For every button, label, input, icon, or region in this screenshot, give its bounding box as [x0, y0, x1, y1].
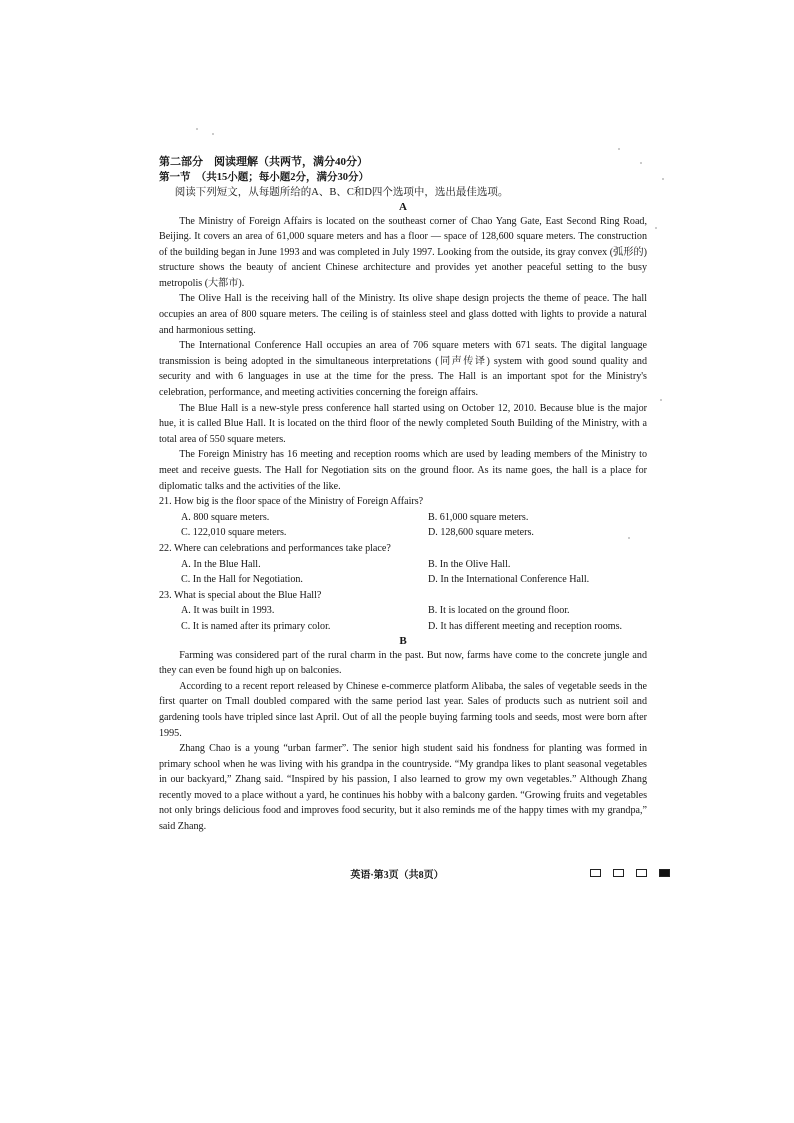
option-a: A. 800 square meters.: [181, 511, 270, 523]
passage-b-paragraph: Farming was considered part of the rural charm in the past. But now, farms have come to the concrete jungle and they can even be found high up on balconies.: [159, 649, 647, 677]
option-c: C. 122,010 square meters.: [181, 527, 287, 539]
passage-b-paragraph: According to a recent report released by Chinese e-commerce platform Alibaba, the sales of vegetable seeds in the first quarter on Tmall doubled compared with the same period last year. Sales of products such as nutrient soil and gardening tools have tripled since last April. Out of all the people buying farming tools and seeds, most were born after 1995.: [159, 680, 647, 739]
page-footer: 英语·第3页（共8页）: [350, 870, 444, 881]
option-a: A. In the Blue Hall.: [181, 558, 261, 570]
passage-a-letter: A: [399, 200, 407, 213]
scan-speck: [196, 128, 198, 130]
page-marker-boxes: [590, 869, 670, 877]
option-b: B. It is located on the ground floor.: [428, 605, 570, 617]
section-header: 第一节 （共15小题；每小题2分，满分30分）: [159, 172, 369, 183]
option-b: B. 61,000 square meters.: [428, 511, 529, 523]
option-d: D. 128,600 square meters.: [428, 527, 534, 539]
option-c: C. In the Hall for Negotiation.: [181, 574, 303, 586]
passage-a-paragraph: The Blue Hall is a new-style press conference hall started using on October 12, 2010. Because blue is the major hue, it is called Blue Hall. It is located on the third floor of the newly completed South Building of the Ministry, with a total area of 550 square meters.: [159, 402, 647, 445]
scan-speck: [628, 537, 630, 539]
question-options: [159, 557, 647, 588]
question-22: [159, 541, 647, 588]
marker-box-filled: [659, 869, 670, 877]
passage-a-paragraph: The International Conference Hall occupies an area of 706 square meters with 671 seats. The digital language transmission is being adopted in the simultaneous interpretations (同声传译) system with good sound quality and security and with 6 languages in use at the time for the press. The Hall is an important spot for the Ministry's celebration, performance, and meeting activities concerning the foreign affairs.: [159, 340, 647, 399]
marker-box-empty: [590, 869, 601, 877]
instruction-text: 阅读下列短文，从每题所给的A、B、C和D四个选项中，选出最佳选项。: [174, 187, 509, 198]
scan-speck: [640, 162, 642, 164]
question-21: [159, 494, 647, 541]
marker-box-empty: [636, 869, 647, 877]
question-23: [159, 588, 647, 635]
scan-speck: [655, 227, 657, 229]
passage-b-paragraph: Zhang Chao is a young “urban farmer”. The senior high student said his fondness for planting was formed in primary school when he was living with his grandpa in the countryside. “My grandpa likes to plant seasonal vegetables in our backyard,” Zhang said. “Inspired by his passion, I also learned to grow my own vegetables.” Although Zhang recently moved to a place without a yard, he continues his hobby with a balcony garden. “Growing fruits and vegetables not only brings delicious food and improves food security, but it also reminds me of the happy times with my grandpa,” said Zhang.: [159, 743, 647, 833]
part-header: 第二部分 阅读理解（共两节，满分40分）: [159, 156, 368, 168]
option-d: D. It has different meeting and reception rooms.: [428, 620, 623, 632]
scan-speck: [660, 399, 662, 401]
question-stem: 23. What is special about the Blue Hall?: [159, 589, 322, 601]
page-content: [159, 155, 647, 835]
question-stem: 22. Where can celebrations and performances take place?: [159, 542, 391, 554]
option-b: B. In the Olive Hall.: [428, 558, 511, 570]
passage-b-letter: B: [399, 634, 407, 647]
scan-speck: [662, 178, 664, 180]
option-d: D. In the International Conference Hall.: [428, 574, 590, 586]
option-a: A. It was built in 1993.: [181, 605, 275, 617]
passage-a-paragraph: The Olive Hall is the receiving hall of the Ministry. Its olive shape design projects the theme of peace. The hall occupies an area of 800 square meters. The ceiling is of stainless steel and glass dotted with lights to provide a natural and harmonious setting.: [159, 293, 647, 336]
passage-a-paragraph: The Foreign Ministry has 16 meeting and reception rooms which are used by leading members of the Ministry to meet and receive guests. The Hall for Negotiation sits on the ground floor. As its name goes, the hall is a place for diplomatic talks and the activities of the like.: [159, 449, 647, 492]
passage-a-paragraph: The Ministry of Foreign Affairs is located on the southeast corner of Chao Yang Gate, East Second Ring Road, Beijing. It covers an area of 61,000 square meters and has a floor — space of 128,600 square meters. The construction of the building began in June 1993 and was completed in July 1997. Looking from the outside, its gray convex (弧形的) structure shows the beauty of ancient Chinese architecture and provides yet another peaceful setting to the busy metropolis (大都市).: [159, 215, 647, 289]
scan-speck: [618, 148, 620, 150]
question-options: [159, 510, 647, 541]
option-c: C. It is named after its primary color.: [181, 620, 331, 632]
scan-speck: [212, 133, 214, 135]
question-stem: 21. How big is the floor space of the Ministry of Foreign Affairs?: [159, 496, 424, 508]
marker-box-empty: [613, 869, 624, 877]
question-options: [159, 603, 647, 634]
